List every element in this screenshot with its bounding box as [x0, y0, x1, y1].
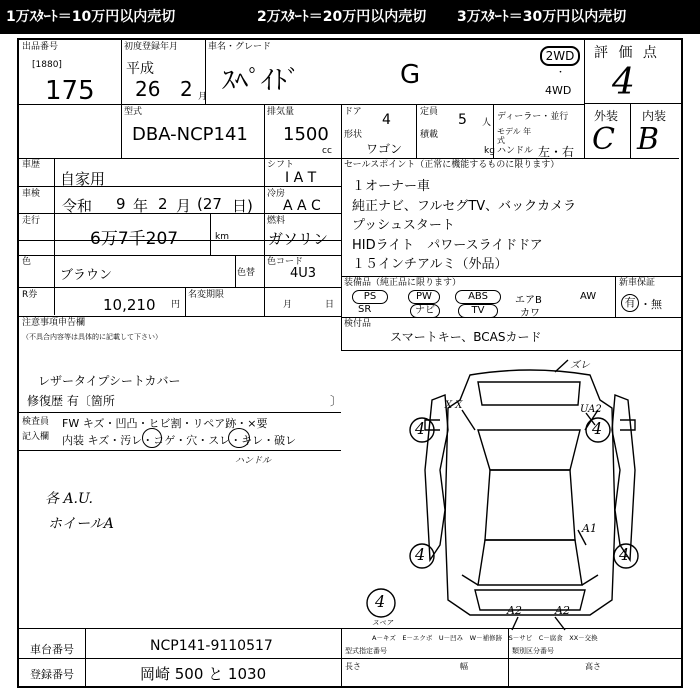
inspection-day: (27 — [197, 195, 222, 213]
checker-row-1: FW キズ・凹凸・ヒビ割・リペア跡・×要 — [62, 417, 268, 430]
ac-value: A A C — [283, 198, 321, 214]
spare-label: スペア — [372, 619, 393, 627]
warranty-no: ・無 — [640, 298, 662, 311]
plate-label: 登録番号 — [30, 668, 74, 681]
displacement-label: 排気量 — [267, 107, 295, 117]
handle-label: ハンドル — [497, 146, 534, 156]
exterior-grade: C — [592, 122, 615, 157]
first-reg-label: 初度登録年月 — [124, 42, 179, 52]
car-name: ｽﾍﾟｲﾄﾞ — [222, 66, 301, 96]
equipment-label: 装備品（純正品に限ります） — [344, 278, 462, 288]
lot-label: 出品番号 — [22, 42, 59, 52]
ac-label: 冷房 — [267, 189, 286, 199]
tire-rating-rear-right: 4 — [619, 545, 630, 564]
car-grade: G — [400, 60, 421, 90]
displacement-value: 1500 — [283, 124, 329, 145]
sales-point-item: １オーナー車 — [352, 179, 431, 194]
tire-rating-rear-left: 4 — [415, 545, 426, 564]
car-name-label: 車名・グレード — [208, 42, 272, 52]
lot-code: [1880] — [32, 60, 62, 70]
model-label: 型式 — [124, 107, 143, 117]
plate-value: 岡崎 500 と 1030 — [140, 665, 267, 683]
first-reg-month-unit: 月 — [198, 92, 208, 102]
inspection-era: 令和 — [62, 197, 93, 215]
chassis-value: NCP141-9110517 — [150, 638, 273, 654]
fuel-value: ガソリン — [268, 230, 329, 248]
drive-2wd-circled: 2WD — [540, 46, 580, 66]
new-car-warranty-label: 新車保証 — [619, 278, 656, 288]
checker-label-2: 記入欄 — [22, 432, 50, 442]
damage-mark-xx: X X — [445, 400, 463, 411]
handle-value: 左・右 — [538, 145, 575, 159]
evaluation-score: 4 — [612, 62, 635, 103]
equipment-leather: カワ — [520, 308, 540, 319]
equipment-sr: SR — [358, 304, 372, 315]
inspection-label: 車検 — [22, 189, 41, 199]
notes-text: レザータイプシートカバー — [38, 374, 181, 388]
banner-segment-1: 1万ｽﾀｰﾄ＝10万円以内売切 — [6, 9, 176, 25]
first-reg-era: 平成 — [126, 61, 154, 77]
inspection-month-unit: 月 — [176, 197, 192, 215]
handwritten-note-2: ホイールA — [48, 516, 114, 532]
size-length-label: 長さ — [345, 662, 361, 671]
capacity-label: 定員 — [420, 107, 439, 117]
meter-day-unit: 日 — [325, 300, 335, 310]
mileage-label: 走行 — [22, 216, 41, 226]
inspection-year: 9 — [116, 195, 126, 213]
interior-label: 内装 — [642, 109, 667, 123]
dealer-label: ディーラー・並行 — [497, 112, 569, 122]
category-number-label: 類別区分番号 — [512, 647, 554, 655]
mod-number-label: 型式指定番号 — [345, 647, 387, 655]
load-unit: kg — [484, 146, 495, 156]
exterior-label: 外装 — [594, 109, 619, 123]
damage-mark-top: ズレ — [570, 360, 590, 371]
size-width-label: 幅 — [460, 662, 468, 671]
recycle-unit: 円 — [171, 300, 181, 310]
usage-label: 車歴 — [22, 160, 41, 170]
damage-mark-a2-left: A2 — [507, 604, 522, 617]
equipment-tv-circled: TV — [458, 304, 498, 318]
handwritten-handle: ハンドル — [235, 456, 272, 466]
evaluation-label: 評 価 点 — [594, 45, 660, 61]
checker-row-2: 内装 キズ・汚レ・コゲ・穴・スレ・キレ・破レ — [62, 434, 297, 447]
inspection-day-unit: 日) — [232, 197, 253, 215]
chassis-label: 車台番号 — [30, 643, 74, 656]
repair-history: 修復歴 有〔箇所 — [27, 394, 115, 408]
repair-history-end: 〕 — [330, 394, 343, 408]
equipment-aw: AW — [580, 291, 597, 302]
capacity-unit: 人 — [482, 118, 492, 128]
mileage-unit: km — [215, 232, 229, 242]
drive-4wd: 4WD — [545, 84, 572, 97]
size-height-label: 高さ — [585, 662, 601, 671]
checker-label-1: 検査員 — [22, 417, 50, 427]
equipment-pw-circled: PW — [408, 290, 440, 304]
model-year-label: モデル 年式 — [497, 127, 532, 145]
capacity-value: 5 — [458, 112, 467, 128]
handwritten-note-1: 各 A.U. — [45, 491, 93, 507]
extras-value: スマートキー、BCASカード — [390, 330, 542, 344]
meter-month-unit: 月 — [283, 300, 293, 310]
damage-legend: A－キズ E－エクボ U－凹み W－補修跡 S－サビ C－腐食 XX－交換 — [372, 634, 598, 642]
sales-point-item: 純正ナビ、フルセグTV、バックカメラ — [352, 198, 577, 214]
shift-value: I A T — [285, 170, 317, 186]
color-code: 4U3 — [290, 266, 317, 281]
banner-segment-3: 3万ｽﾀｰﾄ＝30万円以内売切 — [457, 9, 627, 25]
color-value: ブラウン — [60, 268, 113, 283]
first-reg-month: 2 — [180, 77, 193, 101]
displacement-unit: cc — [322, 146, 332, 156]
sales-points-label: セールスポイント（正常に機能するものに限ります） — [344, 160, 560, 170]
extras-label: 検付品 — [344, 319, 372, 329]
doors-label: ドア — [344, 107, 362, 117]
usage-value: 自家用 — [60, 170, 106, 188]
equipment-navi-circled: ナビ — [410, 304, 440, 318]
load-label: 積載 — [420, 130, 439, 140]
equipment-ps-circled: PS — [352, 290, 388, 304]
color-code-label: 色コード — [267, 257, 304, 267]
equipment-abs-circled: ABS — [455, 290, 501, 304]
lot-number: 175 — [45, 76, 95, 106]
body-shape-label: 形状 — [344, 130, 363, 140]
doors-value: 4 — [382, 112, 391, 128]
shift-label: シフト — [267, 160, 295, 170]
tire-rating-spare: 4 — [375, 592, 386, 611]
mileage-value: 6万7千207 — [90, 229, 179, 249]
fuel-label: 燃料 — [267, 216, 286, 226]
model-value: DBA-NCP141 — [132, 124, 248, 145]
color-change-label: 色替 — [237, 268, 256, 278]
color-label: 色 — [22, 257, 32, 267]
damage-mark-ua2: UA2 — [580, 404, 602, 415]
damage-mark-a1: A1 — [582, 522, 597, 535]
banner-segment-2: 2万ｽﾀｰﾄ＝20万円以内売切 — [257, 9, 427, 25]
first-reg-year: 26 — [135, 77, 161, 101]
inspection-month: 2 — [158, 195, 168, 213]
body-shape-value: ワゴン — [366, 142, 403, 156]
notes-label: 注意事項申告欄 — [22, 318, 86, 328]
meter-label: 名変期限 — [188, 290, 225, 300]
sales-point-item: １５インチアルミ（外品） — [352, 257, 508, 272]
notes-sub: （不具合内容等は具体的に記載して下さい） — [22, 333, 162, 341]
inspection-year-unit: 年 — [133, 197, 149, 215]
tire-rating-front-left: 4 — [415, 419, 426, 438]
interior-grade: B — [637, 122, 660, 157]
recycle-value: 10,210 — [103, 296, 156, 314]
warranty-yes-circled: 有 — [621, 294, 639, 312]
sales-point-item: プッシュスタート — [352, 218, 455, 233]
sales-point-item: HIDライト パワースライドドア — [352, 237, 543, 253]
equipment-airbag: エアB — [515, 295, 542, 306]
tire-rating-front-right: 4 — [592, 419, 603, 438]
recycle-label: R券 — [22, 290, 38, 300]
damage-mark-a2-right: A2 — [555, 604, 570, 617]
drive-separator: ・ — [556, 68, 566, 78]
